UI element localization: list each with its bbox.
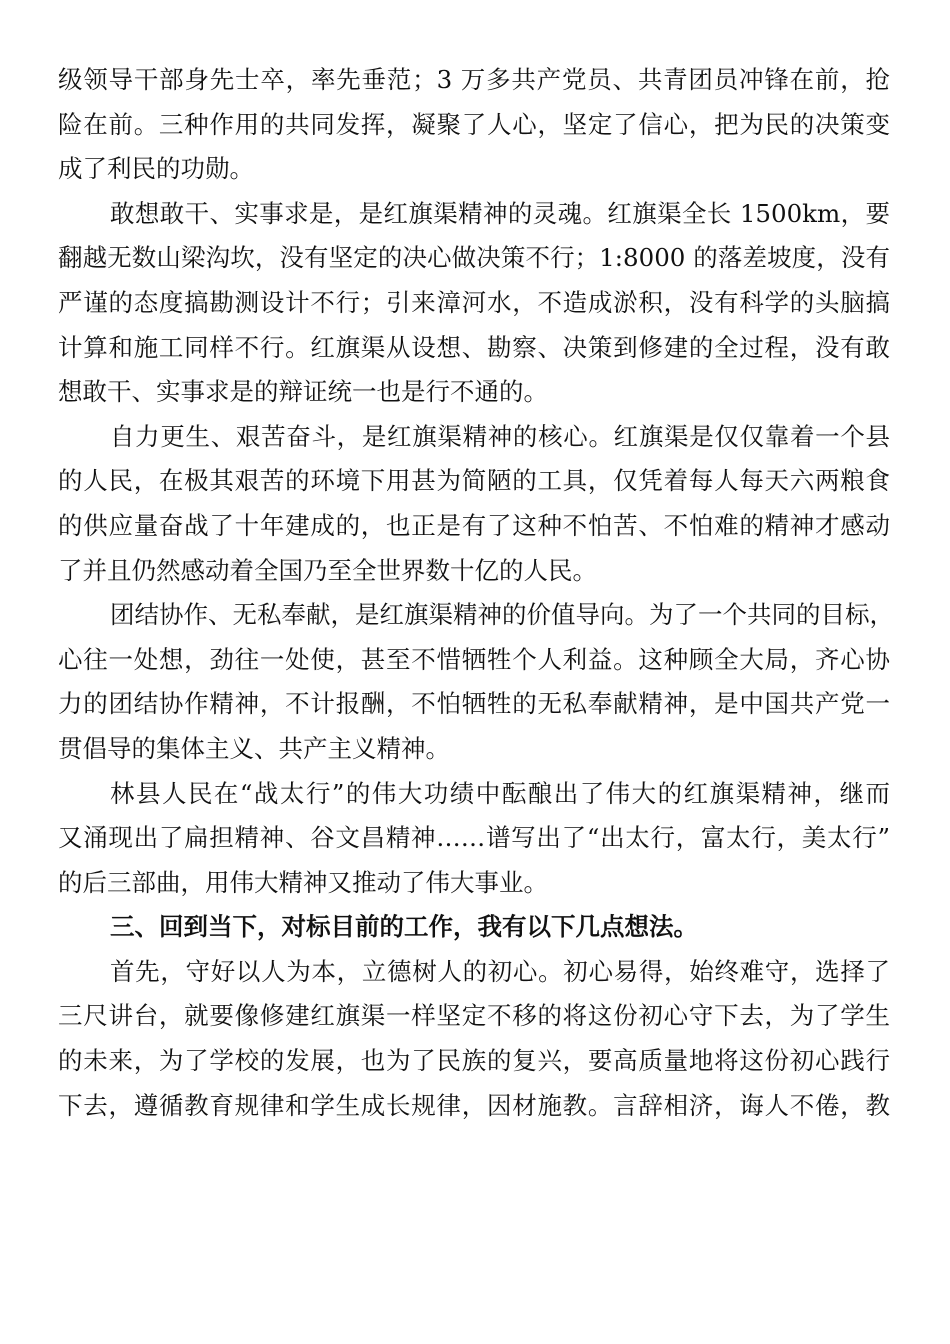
text-line: 敢想敢干、实事求是，是红旗渠精神的灵魂。红旗渠全长 1500km，要	[110, 198, 890, 228]
text-line: 的后三部曲，用伟大精神又推动了伟大事业。	[58, 867, 548, 897]
text-line: 险在前。三种作用的共同发挥，凝聚了人心，坚定了信心，把为民的决策变	[58, 109, 890, 139]
text-line: 自力更生、艰苦奋斗，是红旗渠精神的核心。红旗渠是仅仅靠着一个县	[110, 421, 890, 451]
text-line: 首先，守好以人为本，立德树人的初心。初心易得，始终难守，选择了	[110, 956, 890, 986]
paragraph	[58, 192, 890, 415]
text-line: 的未来，为了学校的发展，也为了民族的复兴，要高质量地将这份初心践行	[58, 1046, 890, 1076]
text-line: 翻越无数山梁沟坎，没有坚定的决心做决策不行；1:8000 的落差坡度，没有	[58, 243, 890, 273]
text-line: 计算和施工同样不行。红旗渠从设想、勘察、决策到修建的全过程，没有敢	[58, 332, 890, 362]
paragraph	[58, 950, 890, 1128]
text-line: 成了利民的功勋。	[58, 154, 254, 184]
text-line: 的供应量奋战了十年建成的，也正是有了这种不怕苦、不怕难的精神才感动	[58, 510, 890, 540]
text-line: 林县人民在“战太行”的伟大功绩中酝酿出了伟大的红旗渠精神，继而	[110, 778, 890, 808]
text-line: 力的团结协作精神，不计报酬，不怕牺牲的无私奉献精神，是中国共产党一	[58, 689, 890, 719]
text-line: 了并且仍然感动着全国乃至全世界数十亿的人民。	[58, 555, 597, 585]
text-line: 三、回到当下，对标目前的工作，我有以下几点想法。	[110, 912, 698, 942]
text-line: 严谨的态度搞勘测设计不行；引来漳河水，不造成淤积，没有科学的头脑搞	[58, 287, 890, 317]
text-line: 三尺讲台，就要像修建红旗渠一样坚定不移的将这份初心守下去，为了学生	[58, 1001, 890, 1031]
text-line: 下去，遵循教育规律和学生成长规律，因材施教。言辞相济，诲人不倦，教	[58, 1090, 890, 1120]
paragraph	[58, 58, 890, 192]
text-line: 的人民，在极其艰苦的环境下用甚为简陋的工具，仅凭着每人每天六两粮食	[58, 466, 890, 496]
paragraph	[58, 415, 890, 593]
paragraph	[58, 772, 890, 906]
document-page	[58, 58, 894, 1128]
text-line: 团结协作、无私奉献，是红旗渠精神的价值导向。为了一个共同的目标，	[110, 600, 894, 630]
text-line: 贯倡导的集体主义、共产主义精神。	[58, 733, 450, 763]
text-line: 心往一处想，劲往一处使，甚至不惜牺牲个人利益。这种顾全大局，齐心协	[58, 644, 890, 674]
text-line: 想敢干、实事求是的辩证统一也是行不通的。	[58, 377, 548, 407]
section-heading	[58, 905, 890, 950]
paragraph	[58, 593, 894, 771]
text-line: 级领导干部身先士卒，率先垂范；3 万多共产党员、共青团员冲锋在前，抢	[58, 65, 890, 94]
text-line: 又涌现出了扁担精神、谷文昌精神……谱写出了“出太行，富太行，美太行”	[58, 823, 890, 853]
